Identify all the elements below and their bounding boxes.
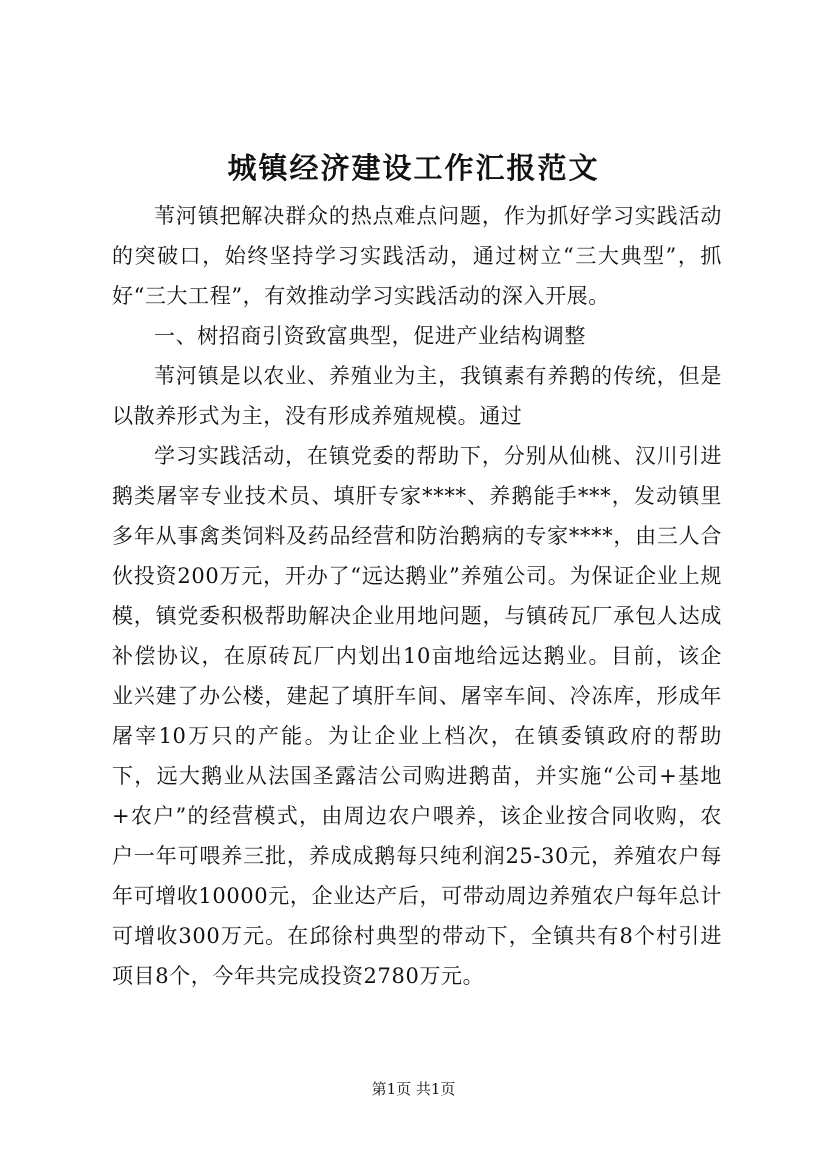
paragraph-details: 学习实践活动，在镇党委的帮助下，分别从仙桃、汉川引进鹅类屠宰专业技术员、填肝专家****、养鹅能手***，发动镇里多年从事禽类饲料及药品经营和防治鹅病的专家****，由三人合伙投资200万元，开办了“远达鹅业”养殖公司。为保证企业上规模，镇党委积极帮助解决企业用地问题，与镇砖瓦厂承包人达成补偿协议，在原砖瓦厂内划出10亩地给远达鹅业。目前，该企业兴建了办公楼，建起了填肝车间、屠宰车间、冷冻库，形成年屠宰10万只的产能。为让企业上档次，在镇委镇政府的帮助下，远大鹅业从法国圣露洁公司购进鹅苗，并实施“公司+基地+农户”的经营模式，由周边农户喂养，该企业按合同收购，农户一年可喂养三批，养成成鹅每只纯利润25-30元，养殖农户每年可增收10000元，企业达产后，可带动周边养殖农户每年总计可增收300万元。在邱徐村典型的带动下，全镇共有8个村引进项目8个，今年共完成投资2780万元。 (112, 444, 722, 988)
page-footer: 第1页 共1页 (371, 1080, 456, 1098)
document-body (112, 196, 722, 996)
paragraph-background: 苇河镇是以农业、养殖业为主，我镇素有养鹅的传统，但是以散养形式为主，没有形成养殖规模。通过 (112, 364, 722, 428)
paragraph-intro: 苇河镇把解决群众的热点难点问题，作为抓好学习实践活动的突破口，始终坚持学习实践活动，通过树立“三大典型”，抓好“三大工程”，有效推动学习实践活动的深入开展。 (112, 204, 722, 308)
section-heading: 一、树招商引资致富典型，促进产业结构调整 (154, 324, 586, 348)
document-title: 城镇经济建设工作汇报范文 (227, 151, 600, 185)
